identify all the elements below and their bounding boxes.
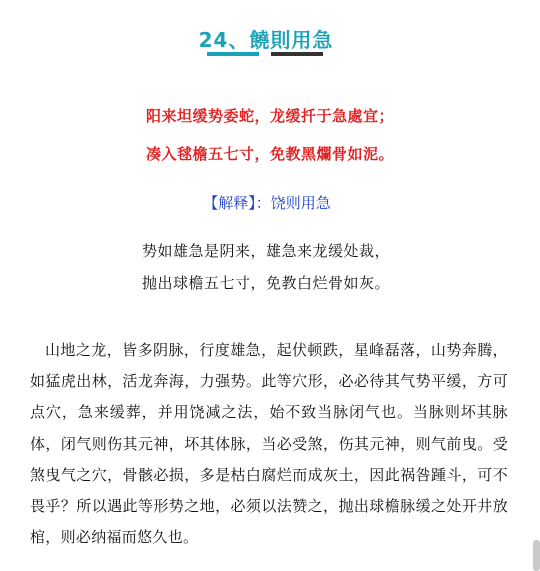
body-paragraph: 山地之龙，皆多阴脉，行度雄急，起伏顿跌，星峰磊落，山势奔腾，如猛虎出林，活龙奔海，力强势。此等穴形，必必待其气势平缓，方可点穴，急来缓葬，并用饶减之法，始不致当脉闭气也。当脉则坏其脉体，闭气则伤其元神，坏其体脉，当必受煞，伤其元神，则气前曳。受煞曳气之穴，骨骸必损，多是枯白腐烂而成灰土，因此祸咎踵斗，可不畏乎？所以遇此等形势之地，必须以法赞之，抛出球檐脉缓之处开井放棺，则必纳福而悠久也。	[30, 341, 508, 547]
translation-line-2: 抛出球檐五七寸，免教白烂骨如灰。	[141, 274, 390, 292]
verse-line-2: 凑入毬檐五七寸，免教黑爛骨如泥。	[145, 145, 394, 163]
page-title: 24、饒則用急	[198, 28, 334, 52]
verse-line-1: 阳来坦缓势委蛇，龙缓扦于急處宜；	[145, 107, 394, 125]
scrollbar-thumb[interactable]	[533, 540, 540, 571]
title-underline-dark	[271, 52, 323, 56]
translation-line-1: 势如雄急是阴来，雄急来龙缓处裁，	[141, 242, 390, 260]
title-underline-accent	[207, 52, 259, 56]
explanation-heading: 【解释】：饶则用急	[203, 194, 331, 212]
